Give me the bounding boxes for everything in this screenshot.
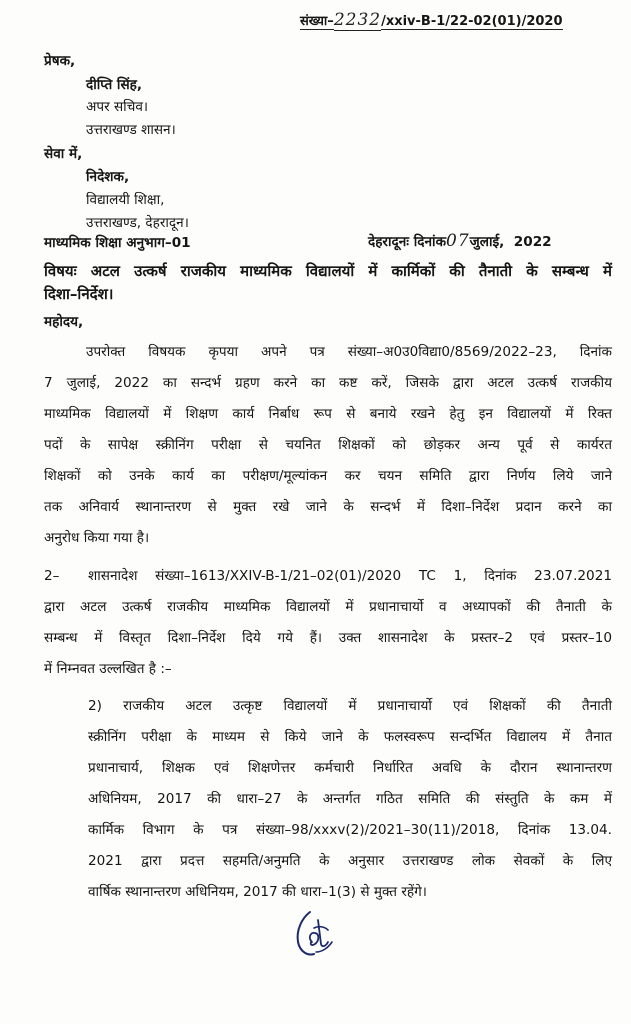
para2-line: शासनादेश संख्या–1613/XXIV-B-1/21–02(01)/2020 TC 1, दिनांक 23.07.2021 [88, 568, 612, 584]
para1-line: माध्यमिक विद्यालयों में शिक्षण कार्य निर्बाध रूप से बनाये रखने हेतु इन विद्यालयों में रिक्त [44, 406, 612, 422]
reference-number [300, 10, 612, 30]
para1-line: उपरोक्त विषयक कृपया अपने पत्र संख्या–अ0उ0विद्या0/8569/2022–23, दिनांक [86, 344, 612, 360]
subject-line-1: विषयः अटल उत्कर्ष राजकीय माध्यमिक विद्यालयों में कार्मिकों की तैनाती के सम्बन्ध में [44, 262, 612, 280]
recipient-title: निदेशक, [86, 169, 130, 185]
recipient-department: विद्यालयी शिक्षा, [86, 192, 165, 208]
reference-suffix: /xxiv-B-1/22-02(01)/2020 [381, 14, 563, 29]
reference-prefix: संख्या– [300, 14, 334, 29]
recipient-label: सेवा में, [44, 146, 83, 162]
para1-line: शिक्षकों को उनके कार्य का परीक्षण/मूल्यांकन कर चयन समिति द्वारा निर्णय लिये जाने [44, 468, 612, 484]
salutation: महोदय, [44, 314, 84, 330]
date-year: 2022 [513, 234, 552, 250]
sender-office: उत्तराखण्ड शासन। [86, 122, 176, 138]
reference-handwritten-number: 2232 [333, 10, 382, 30]
subject-line-2: दिशा–निर्देश। [44, 285, 114, 303]
date-prefix: देहरादूनः दिनांक [368, 234, 447, 250]
quote-line: कार्मिक विभाग के पत्र संख्या–98/xxxv(2)/2021–30(11)/2018, दिनांक 13.04. [88, 822, 612, 838]
quote-line: वार्षिक स्थानान्तरण अधिनियम, 2017 की धारा–1(3) से मुक्त रहेंगे। [88, 884, 427, 900]
date-handwritten-day: 07 [446, 231, 470, 251]
date-month: जुलाई, [469, 234, 505, 250]
para2-line: द्वारा अटल उत्कर्ष राजकीय माध्यमिक विद्यालयों में प्रधानाचार्यो व अध्यापकों की तैनाती के [44, 599, 612, 615]
section-name: माध्यमिक शिक्षा अनुभाग–01 [44, 235, 191, 251]
sender-label: प्रेषक, [44, 53, 76, 69]
letter-date [368, 232, 552, 251]
para2-number: 2– [44, 568, 60, 584]
para2-line: में निम्नवत उल्लखित है :– [44, 661, 172, 677]
quote-line: अधिनियम, 2017 की धारा–27 के अन्तर्गत गठित समिति की संस्तुति के कम में [88, 791, 612, 807]
para2-line: सम्बन्ध में विस्तृत दिशा–निर्देश दिये गये हैं। उक्त शासनादेश के प्रस्तर–2 एवं प्रस्तर–10 [44, 630, 612, 646]
quote-line: 2021 द्वारा प्रदत्त सहमति/अनुमति के अनुसार उत्तराखण्ड लोक सेवकों के लिए [88, 853, 612, 869]
para1-line: तक अनिवार्य स्थानान्तरण से मुक्त रखे जाने के सन्दर्भ में दिशा–निर्देश प्रदान करने का [44, 499, 612, 515]
quote-line: प्रधानाचार्य, शिक्षक एवं शिक्षणेत्तर कर्मचारी निर्धारित अवधि के दौरान स्थानान्तरण [88, 760, 612, 776]
para1-line: पदों के सापेक्ष स्क्रीनिंग परीक्षा से चयनित शिक्षकों को छोड़कर अन्य पूर्व से कार्यरत [44, 437, 612, 453]
para1-line: अनुरोध किया गया है। [44, 530, 150, 546]
recipient-place: उत्तराखण्ड, देहरादून। [86, 215, 189, 231]
para1-line: 7 जुलाई, 2022 का सन्दर्भ ग्रहण करने का कष्ट करें, जिसके द्वारा अटल उत्कर्ष राजकीय [44, 375, 612, 391]
sender-name: दीप्ति सिंह, [86, 77, 143, 93]
signature-initials [288, 908, 340, 960]
quote-line: 2) राजकीय अटल उत्कृष्ट विद्यालयों में प्रधानाचार्यो एवं शिक्षकों की तैनाती [88, 698, 612, 714]
quote-line: स्क्रीनिंग परीक्षा के माध्यम से किये जाने के फलस्वरूप सन्दर्भित विद्यालय में तैनात [88, 729, 612, 745]
sender-designation: अपर सचिव। [86, 99, 149, 115]
